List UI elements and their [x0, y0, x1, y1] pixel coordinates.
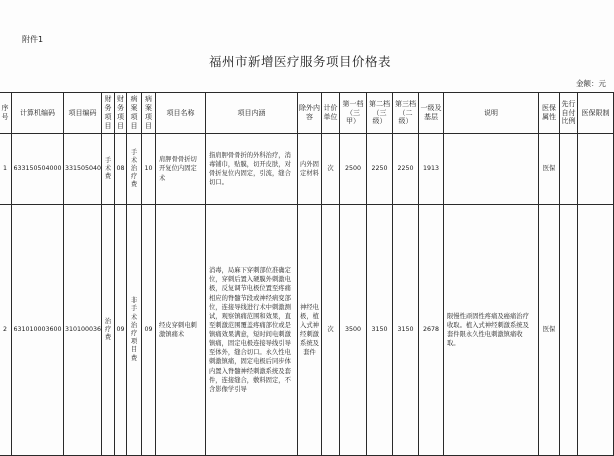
cell-finance-code: 09	[115, 205, 127, 456]
column-header: 第三档（二级）	[393, 93, 419, 134]
cell-item-code: 310100036	[64, 205, 102, 456]
cell-case-item: 非手术治疗项目费	[127, 205, 142, 456]
column-header: 说明	[444, 93, 539, 134]
column-header: 第一档（三甲）	[340, 93, 367, 134]
cell-tier2-price: 2250	[367, 134, 393, 205]
column-header: 项目编码	[64, 93, 102, 134]
column-header: 一级及基层	[419, 93, 444, 134]
cell-limit	[578, 205, 614, 456]
cell-note	[444, 134, 539, 205]
cell-tier3-price: 2250	[393, 134, 419, 205]
cell-tier1-price: 2500	[340, 134, 367, 205]
column-header: 医保属性	[539, 93, 560, 134]
column-header: 病案项目	[142, 93, 156, 134]
cell-self-pay	[560, 134, 578, 205]
cell-finance-item: 手术费	[102, 134, 115, 205]
cell-seq: 2	[0, 205, 12, 456]
cell-self-pay	[560, 205, 578, 456]
cell-insurance: 医保	[539, 205, 560, 456]
cell-item-name: 肩胛骨骨折切开复位内固定术	[156, 134, 206, 205]
table-row	[0, 134, 614, 205]
document-title: 福州市新增医疗服务项目价格表	[208, 54, 391, 69]
cell-tier2-price: 3150	[367, 205, 393, 456]
cell-computer-code: 631010003600	[12, 205, 64, 456]
cell-item-name: 经皮穿刺电刺激镇痛术	[156, 205, 206, 456]
column-header: 项目名称	[156, 93, 206, 134]
cell-finance-code: 08	[115, 134, 127, 205]
cell-limit	[578, 134, 614, 205]
cell-case-item: 手术治疗费	[127, 134, 142, 205]
price-table	[0, 92, 614, 456]
cell-item-content: 消毒，局麻下穿刺部位准确定位，穿刺后置入硬膜外刺激电极，反复调节电极位置至疼痛相应的脊髓节段或神经病变部位，连接导线进行术中刺激测试，观察镇痛范围和效果，直至刺激范围覆盖疼痛部位或是镇痛效果满意，短时间电刺激镇痛，固定电极连接导线引导至体外，缝合切口。永久性电刺激镇痛，固定电极后同步体内置入脊髓神经刺激系统及套件，连接缝合，敷料固定，不含影像学引导	[206, 205, 298, 456]
column-header: 序号	[0, 93, 12, 134]
attachment-label: 附件1	[22, 35, 44, 44]
column-header: 财务项目	[102, 93, 115, 134]
cell-tier1-price: 3500	[340, 205, 367, 456]
cell-item-code: 331505040	[64, 134, 102, 205]
currency-unit-label: 金额：元	[576, 79, 606, 88]
column-header: 病案项目	[127, 93, 142, 134]
cell-finance-item: 治疗费	[102, 205, 115, 456]
column-header: 先行自付比例	[560, 93, 578, 134]
table-row	[0, 205, 614, 456]
cell-unit: 次	[322, 205, 340, 456]
cell-insurance: 医保	[539, 134, 560, 205]
cell-item-content: 指肩胛骨骨折的外科治疗，消毒铺巾，贴膜，切开皮肤，对骨折复位内固定，引流，缝合切口。	[206, 134, 298, 205]
cell-case-code: 10	[142, 134, 156, 205]
cell-tier4-price: 2678	[419, 205, 444, 456]
column-header: 计价单位	[322, 93, 340, 134]
table-header-row	[0, 93, 614, 134]
column-header: 医保限制	[578, 93, 614, 134]
cell-tier4-price: 1913	[419, 134, 444, 205]
cell-seq: 1	[0, 134, 12, 205]
column-header: 项目内涵	[206, 93, 298, 134]
column-header: 计算机编码	[12, 93, 64, 134]
column-header: 第二档（三级）	[367, 93, 393, 134]
cell-excluded: 内外固定材料	[298, 134, 322, 205]
cell-tier3-price: 3150	[393, 205, 419, 456]
cell-case-code: 09	[142, 205, 156, 456]
cell-note: 限慢性顽固性疼痛及癌痛治疗收取。植入式神经刺激系统及套件限永久性电刺激镇痛收取。	[444, 205, 539, 456]
cell-excluded: 神经电极，植入式神经刺激系统及套件	[298, 205, 322, 456]
cell-unit: 次	[322, 134, 340, 205]
cell-computer-code: 633150504000	[12, 134, 64, 205]
column-header: 除外内容	[298, 93, 322, 134]
column-header: 财务项目	[115, 93, 127, 134]
